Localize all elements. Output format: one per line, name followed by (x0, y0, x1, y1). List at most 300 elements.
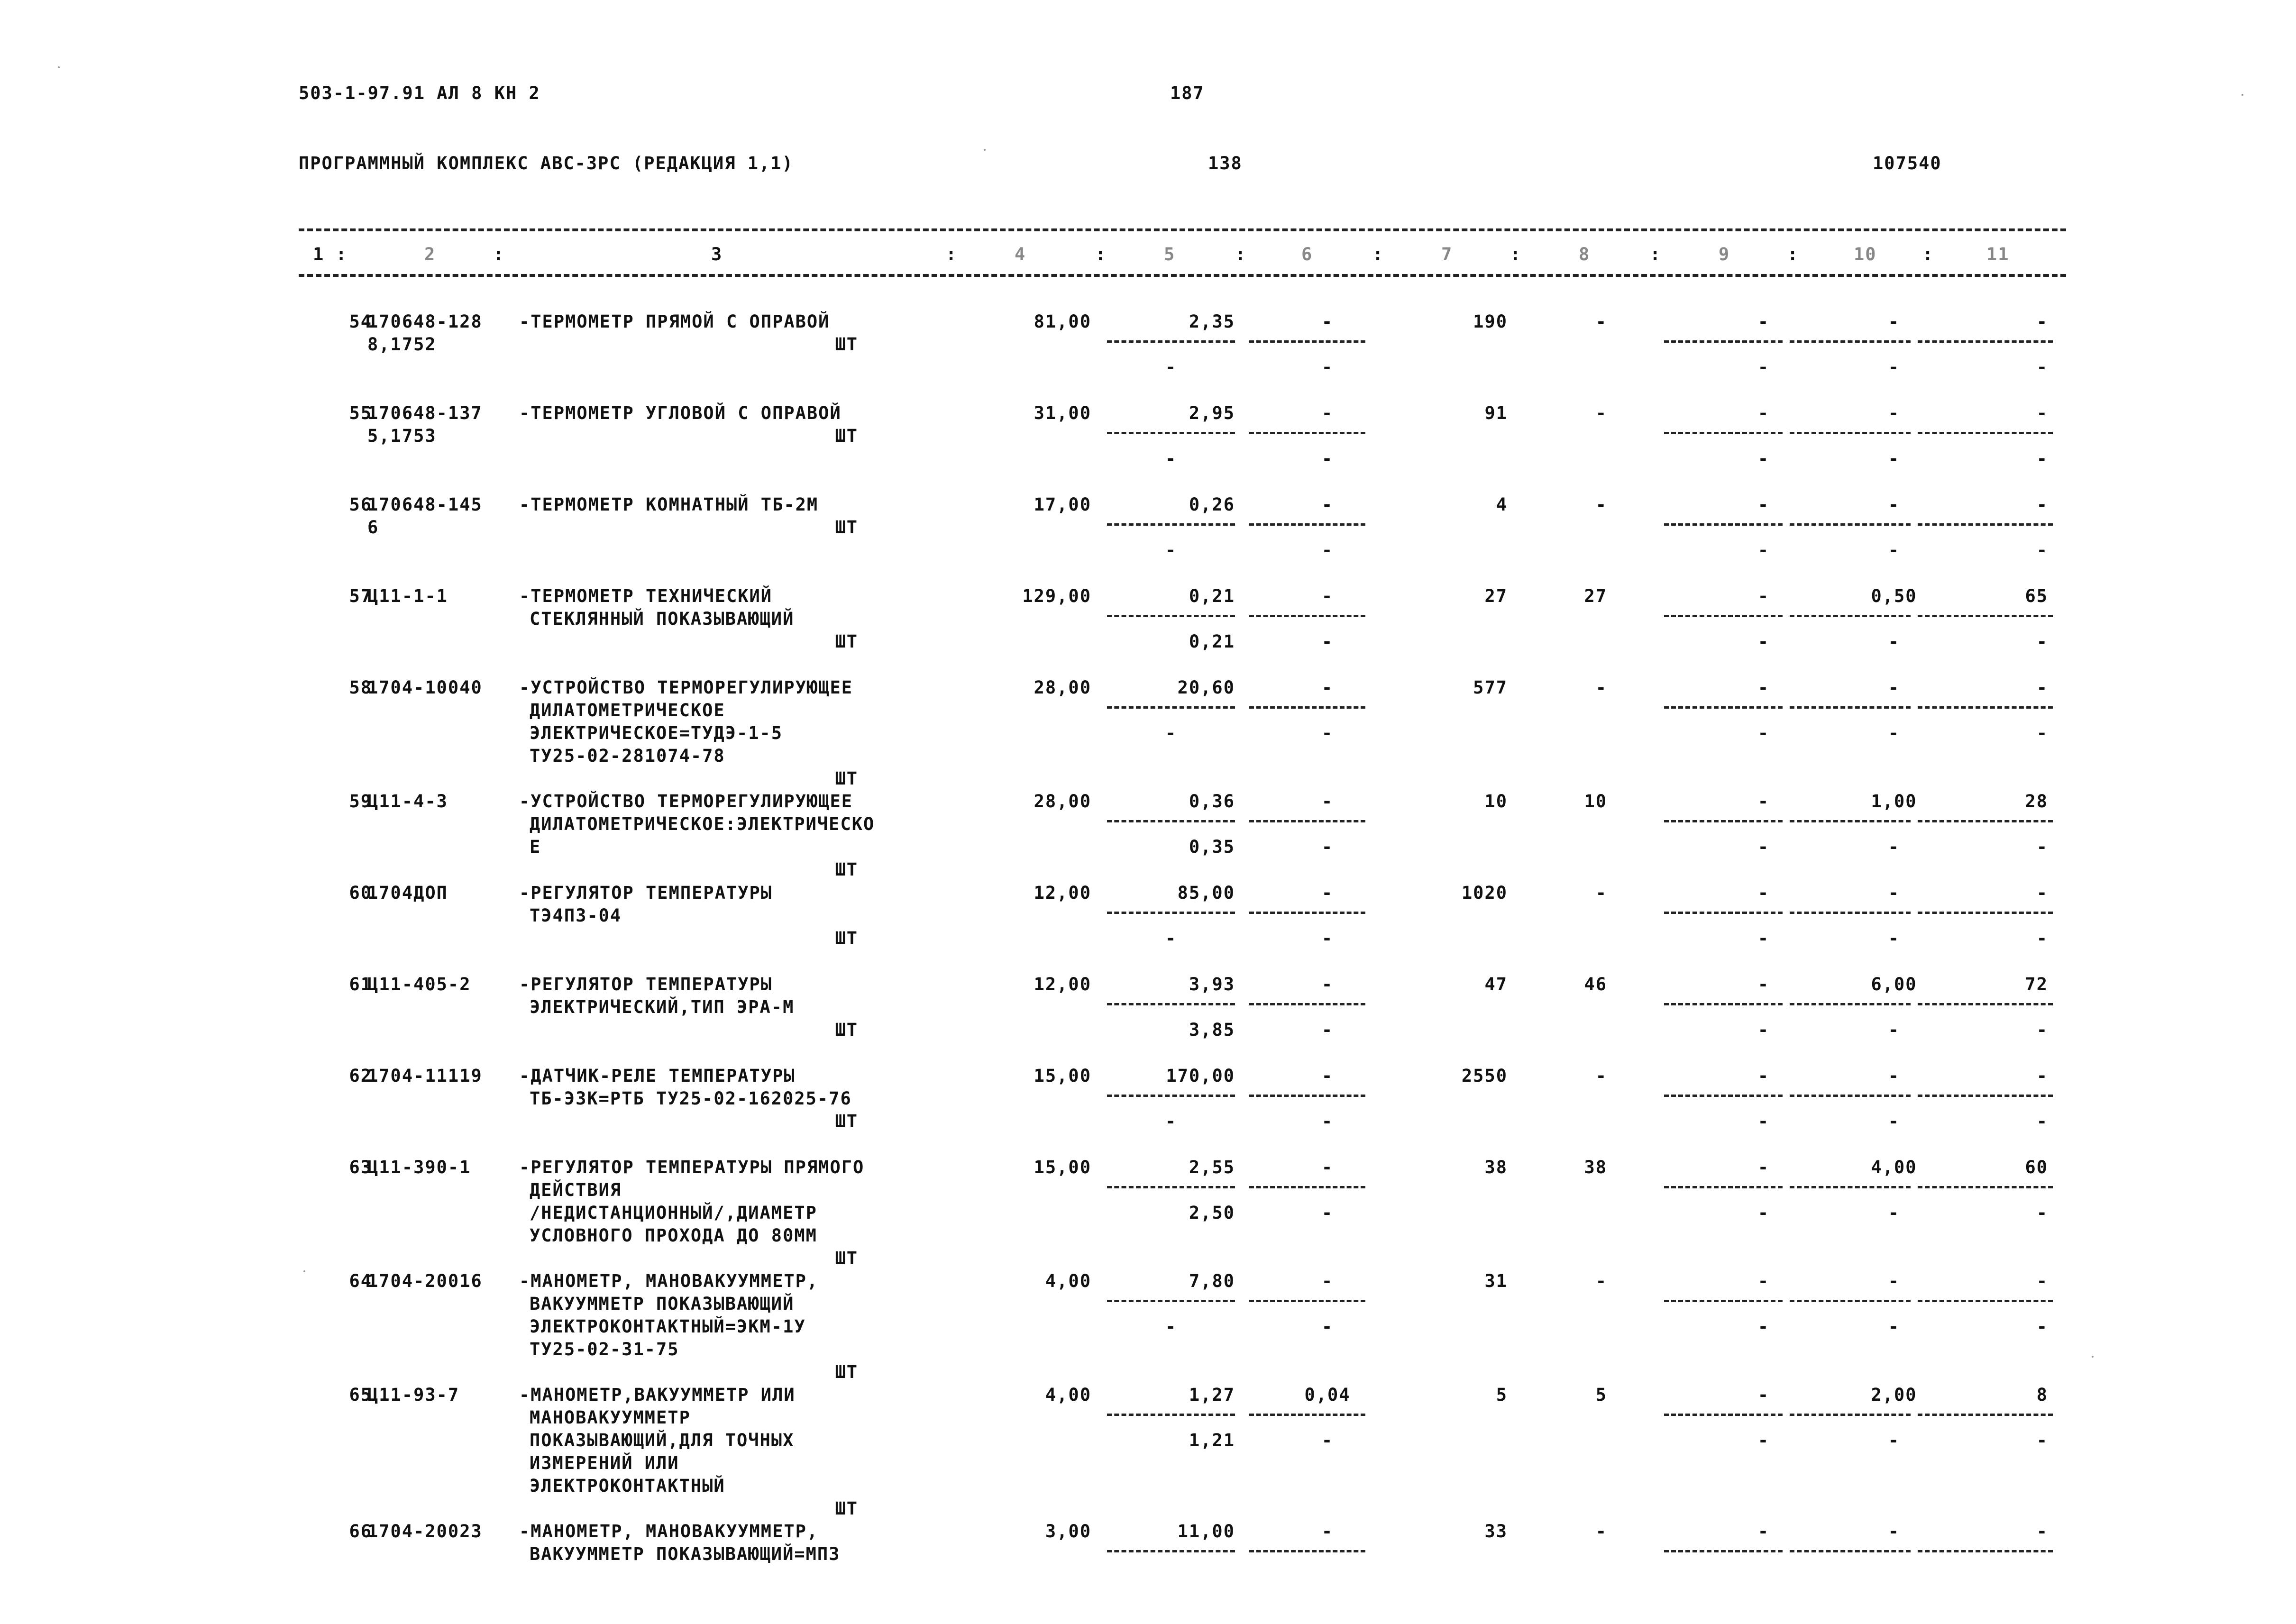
total-cost: 38 (1484, 1157, 1508, 1177)
description-line: ТУ25-02-281074-78 (530, 746, 725, 766)
col-11-secondary: - (2036, 1430, 2048, 1451)
description-line: МАНОВАКУУММЕТР (530, 1407, 691, 1428)
col-11-secondary: - (2036, 357, 2048, 377)
cell-separator (1790, 523, 1911, 526)
cell-separator (1249, 912, 1365, 914)
col-5-sep: : (1235, 244, 1247, 265)
col-9-value: - (1757, 1066, 1770, 1086)
col-11-value: 65 (2025, 586, 2048, 606)
col-9-value: - (1757, 586, 1770, 606)
col-11-secondary: - (2036, 928, 2048, 949)
cell-separator (1664, 1095, 1783, 1097)
col-9-secondary: - (1757, 448, 1770, 469)
unit-price: 2,35 (1189, 311, 1235, 332)
cell-separator (1664, 706, 1783, 709)
col-10-value: 6,00 (1871, 974, 1917, 994)
cell-separator (1249, 1186, 1365, 1188)
row-number: 60 (349, 883, 372, 903)
row-number: 54 (349, 311, 372, 332)
cell-separator (1249, 432, 1365, 434)
col-11-label: 11 (1986, 244, 2010, 265)
unit-label: ШТ (835, 1248, 858, 1268)
description-line: -МАНОМЕТР, МАНОВАКУУММЕТР, (519, 1271, 819, 1291)
description-line: СТЕКЛЯННЫЙ ПОКАЗЫВАЮЩИЙ (530, 609, 795, 629)
col-9-secondary: - (1757, 631, 1770, 652)
cell-separator (1107, 615, 1235, 617)
col-8-value: - (1595, 1066, 1607, 1086)
col-11-value: 28 (2025, 791, 2048, 812)
description-line: ЭЛЕКТРОКОНТАКТНЫЙ=ЭКМ-1У (530, 1316, 806, 1337)
resource-code: 1704-10040 (367, 677, 483, 698)
row-number: 58 (349, 677, 372, 698)
col-8-value: - (1595, 883, 1607, 903)
col-6-value: - (1321, 403, 1334, 423)
description-line: -ДАТЧИК-РЕЛЕ ТЕМПЕРАТУРЫ (519, 1066, 796, 1086)
sheet-number: 187 (1170, 83, 1205, 103)
scan-speck (2241, 94, 2243, 96)
col-6-secondary: - (1321, 448, 1334, 469)
header-rule-top (299, 228, 2066, 231)
cell-separator (1790, 1186, 1911, 1188)
col-6-secondary: - (1321, 631, 1334, 652)
col-6-value: - (1321, 1066, 1334, 1086)
col-6-secondary: - (1321, 1316, 1334, 1337)
description-line: ДИЛАТОМЕТРИЧЕСКОЕ (530, 700, 725, 721)
cell-separator (1918, 912, 2053, 914)
total-cost: 33 (1484, 1521, 1508, 1542)
unit-price-secondary: - (1165, 928, 1177, 949)
cell-separator (1249, 1300, 1365, 1302)
col-6-value: 0,04 (1304, 1385, 1351, 1405)
col-9-sep: : (1787, 244, 1799, 265)
col-9-secondary: - (1757, 1316, 1770, 1337)
description-line: -РЕГУЛЯТОР ТЕМПЕРАТУРЫ (519, 974, 773, 994)
unit-price-secondary: 0,35 (1189, 837, 1235, 857)
row-number: 59 (349, 791, 372, 812)
cell-separator (1249, 1003, 1365, 1005)
cell-separator (1249, 340, 1365, 343)
cell-separator (1790, 1003, 1911, 1005)
col-8-label: 8 (1579, 244, 1591, 265)
col-6-secondary: - (1321, 1020, 1334, 1040)
col-6-value: - (1321, 1157, 1334, 1177)
col-10-secondary: - (1888, 1111, 1900, 1131)
cell-separator (1918, 1186, 2053, 1188)
row-number: 64 (349, 1271, 372, 1291)
quantity-value: 12,00 (1034, 974, 1091, 994)
unit-price: 85,00 (1177, 883, 1235, 903)
col-10-secondary: - (1888, 540, 1900, 560)
description-line: ЭЛЕКТРИЧЕСКИЙ,ТИП ЭРА-М (530, 997, 795, 1017)
unit-price: 0,21 (1189, 586, 1235, 606)
resource-code-suffix: 5,1753 (367, 426, 437, 446)
cell-separator (1107, 1414, 1235, 1416)
quantity-value: 12,00 (1034, 883, 1091, 903)
col-1-label: 1 : (313, 244, 348, 265)
cell-separator (1664, 1550, 1783, 1552)
unit-price: 2,55 (1189, 1157, 1235, 1177)
col-11-value: 60 (2025, 1157, 2048, 1177)
scan-speck (2092, 1356, 2094, 1358)
cell-separator (1664, 1300, 1783, 1302)
col-9-value: - (1757, 494, 1770, 515)
col-10-value: 0,50 (1871, 586, 1917, 606)
col-8-sep: : (1650, 244, 1662, 265)
col-9-secondary: - (1757, 1020, 1770, 1040)
cell-separator (1918, 1300, 2053, 1302)
description-line: УСЛОВНОГО ПРОХОДА ДО 80ММ (530, 1225, 817, 1246)
col-6-value: - (1321, 791, 1334, 812)
quantity-value: 4,00 (1045, 1271, 1091, 1291)
cell-separator (1249, 1550, 1365, 1552)
cell-separator (1249, 706, 1365, 709)
col-6-value: - (1321, 677, 1334, 698)
col-9-value: - (1757, 1157, 1770, 1177)
unit-price-secondary: - (1165, 540, 1177, 560)
col-9-secondary: - (1757, 540, 1770, 560)
cell-separator (1107, 432, 1235, 434)
unit-price-secondary: - (1165, 1111, 1177, 1131)
cell-separator (1918, 432, 2053, 434)
col-11-secondary: - (2036, 1020, 2048, 1040)
col-11-value: 72 (2025, 974, 2048, 994)
col-8-value: - (1595, 1271, 1607, 1291)
col-10-secondary: - (1888, 837, 1900, 857)
cell-separator (1918, 523, 2053, 526)
cell-separator (1107, 523, 1235, 526)
col-8-value: 38 (1584, 1157, 1607, 1177)
unit-label: ШТ (835, 517, 858, 538)
col-2-label: 2 (424, 244, 436, 265)
col-6-secondary: - (1321, 723, 1334, 743)
col-8-value: - (1595, 1521, 1607, 1542)
col-5-label: 5 (1164, 244, 1176, 265)
col-4-sep: : (1095, 244, 1107, 265)
col-10-sep: : (1922, 244, 1934, 265)
quantity-value: 15,00 (1034, 1157, 1091, 1177)
col-6-value: - (1321, 974, 1334, 994)
cell-separator (1918, 1414, 2053, 1416)
description-line: -РЕГУЛЯТОР ТЕМПЕРАТУРЫ (519, 883, 773, 903)
col-9-value: - (1757, 311, 1770, 332)
unit-label: ШТ (835, 1362, 858, 1382)
col-11-value: 8 (2036, 1385, 2048, 1405)
cell-separator (1107, 1300, 1235, 1302)
row-number: 55 (349, 403, 372, 423)
col-11-secondary: - (2036, 540, 2048, 560)
unit-label: ШТ (835, 1111, 858, 1131)
col-6-label: 6 (1301, 244, 1313, 265)
resource-code: 1704-11119 (367, 1066, 483, 1086)
cell-separator (1790, 706, 1911, 709)
unit-price-secondary: 1,21 (1189, 1430, 1235, 1451)
cell-separator (1664, 1003, 1783, 1005)
quantity-value: 15,00 (1034, 1066, 1091, 1086)
unit-price: 11,00 (1177, 1521, 1235, 1542)
header-rule-bottom (299, 274, 2066, 277)
unit-price-secondary: 3,85 (1189, 1020, 1235, 1040)
description-line: -УСТРОЙСТВО ТЕРМОРЕГУЛИРУЮЩЕЕ (519, 677, 853, 698)
col-9-secondary: - (1757, 928, 1770, 949)
col-6-secondary: - (1321, 357, 1334, 377)
cell-separator (1664, 523, 1783, 526)
cell-separator (1664, 820, 1783, 822)
col-10-value: - (1888, 494, 1900, 515)
quantity-value: 17,00 (1034, 494, 1091, 515)
total-cost: 31 (1484, 1271, 1508, 1291)
total-cost: 47 (1484, 974, 1508, 994)
unit-label: ШТ (835, 631, 858, 652)
cell-separator (1918, 706, 2053, 709)
description-line: ТУ25-02-31-75 (530, 1339, 679, 1359)
row-number: 65 (349, 1385, 372, 1405)
document-code: 503-1-97.91 АЛ 8 КН 2 (299, 83, 540, 103)
resource-code: Ц11-390-1 (367, 1157, 471, 1177)
total-cost: 10 (1484, 791, 1508, 812)
total-cost: 2550 (1461, 1066, 1508, 1086)
cell-separator (1107, 1186, 1235, 1188)
cell-separator (1107, 1095, 1235, 1097)
quantity-value: 28,00 (1034, 677, 1091, 698)
col-10-value: - (1888, 1066, 1900, 1086)
cell-separator (1249, 1414, 1365, 1416)
col-10-value: - (1888, 403, 1900, 423)
cell-separator (1790, 340, 1911, 343)
quantity-value: 4,00 (1045, 1385, 1091, 1405)
total-cost: 1020 (1461, 883, 1508, 903)
resource-code: Ц11-4-3 (367, 791, 448, 812)
row-number: 57 (349, 586, 372, 606)
total-cost: 27 (1484, 586, 1508, 606)
description-line: ВАКУУММЕТР ПОКАЗЫВАЮЩИЙ (530, 1294, 795, 1314)
cell-separator (1790, 820, 1911, 822)
col-9-value: - (1757, 677, 1770, 698)
quantity-value: 28,00 (1034, 791, 1091, 812)
unit-price-secondary: - (1165, 357, 1177, 377)
col-10-value: - (1888, 883, 1900, 903)
col-6-value: - (1321, 1271, 1334, 1291)
cell-separator (1664, 340, 1783, 343)
row-number: 63 (349, 1157, 372, 1177)
col-11-value: - (2036, 403, 2048, 423)
col-11-value: - (2036, 494, 2048, 515)
col-8-value: - (1595, 403, 1607, 423)
col-10-secondary: - (1888, 1020, 1900, 1040)
col-11-value: - (2036, 677, 2048, 698)
document-id: 107540 (1873, 153, 1942, 173)
resource-code: 170648-128 (367, 311, 483, 332)
cell-separator (1918, 340, 2053, 343)
col-10-value: - (1888, 1271, 1900, 1291)
col-7-sep: : (1510, 244, 1522, 265)
description-line: -ТЕРМОМЕТР УГЛОВОЙ С ОПРАВОЙ (519, 403, 842, 423)
unit-price: 1,27 (1189, 1385, 1235, 1405)
resource-code: 170648-145 (367, 494, 483, 515)
col-9-secondary: - (1757, 357, 1770, 377)
col-10-secondary: - (1888, 631, 1900, 652)
unit-price-secondary: - (1165, 448, 1177, 469)
col-8-value: - (1595, 494, 1607, 515)
cell-separator (1107, 912, 1235, 914)
cell-separator (1664, 615, 1783, 617)
col-2-sep: : (493, 244, 505, 265)
description-line: -ТЕРМОМЕТР ТЕХНИЧЕСКИЙ (519, 586, 773, 606)
description-line: ТЭ4П3-04 (530, 905, 622, 926)
cell-separator (1664, 912, 1783, 914)
unit-label: ШТ (835, 334, 858, 355)
col-11-secondary: - (2036, 837, 2048, 857)
cell-separator (1249, 615, 1365, 617)
resource-code: Ц11-93-7 (367, 1385, 460, 1405)
cell-separator (1107, 1550, 1235, 1552)
col-9-value: - (1757, 791, 1770, 812)
unit-label: ШТ (835, 928, 858, 949)
page-number: 138 (1208, 153, 1243, 173)
col-8-value: - (1595, 311, 1607, 332)
description-line: -МАНОМЕТР,ВАКУУММЕТР ИЛИ (519, 1385, 796, 1405)
unit-price-secondary: - (1165, 723, 1177, 743)
cell-separator (1249, 820, 1365, 822)
cell-separator (1107, 340, 1235, 343)
description-line: -ТЕРМОМЕТР ПРЯМОЙ С ОПРАВОЙ (519, 311, 830, 332)
description-line: -ТЕРМОМЕТР КОМНАТНЫЙ ТБ-2М (519, 494, 819, 515)
description-line: ЭЛЕКТРИЧЕСКОЕ=ТУДЭ-1-5 (530, 723, 783, 743)
resource-code: 170648-137 (367, 403, 483, 423)
resource-code-suffix: 8,1752 (367, 334, 437, 355)
program-title: ПРОГРАММНЫЙ КОМПЛЕКС АВС-3РС (РЕДАКЦИЯ 1,1) (299, 153, 794, 173)
description-line: -МАНОМЕТР, МАНОВАКУУММЕТР, (519, 1521, 819, 1542)
row-number: 61 (349, 974, 372, 994)
row-number: 62 (349, 1066, 372, 1086)
cell-separator (1107, 820, 1235, 822)
unit-label: ШТ (835, 768, 858, 789)
description-line: ВАКУУММЕТР ПОКАЗЫВАЮЩИЙ=МП3 (530, 1544, 841, 1564)
col-4-label: 4 (1015, 244, 1026, 265)
col-10-value: - (1888, 677, 1900, 698)
col-11-value: - (2036, 1066, 2048, 1086)
description-line: ТБ-ЭЗК=РТБ ТУ25-02-162025-76 (530, 1088, 852, 1109)
col-9-secondary: - (1757, 1203, 1770, 1223)
cell-separator (1790, 615, 1911, 617)
cell-separator (1249, 1095, 1365, 1097)
col-10-label: 10 (1854, 244, 1877, 265)
unit-label: ШТ (835, 1498, 858, 1519)
col-8-value: 27 (1584, 586, 1607, 606)
col-10-secondary: - (1888, 357, 1900, 377)
col-10-value: - (1888, 1521, 1900, 1542)
resource-code: 1704-20016 (367, 1271, 483, 1291)
total-cost: 5 (1496, 1385, 1508, 1405)
description-line: ИЗМЕРЕНИЙ ИЛИ (530, 1453, 679, 1473)
resource-code: Ц11-405-2 (367, 974, 471, 994)
description-line: -УСТРОЙСТВО ТЕРМОРЕГУЛИРУЮЩЕЕ (519, 791, 853, 812)
col-9-value: - (1757, 1521, 1770, 1542)
col-8-value: 46 (1584, 974, 1607, 994)
col-8-value: 10 (1584, 791, 1607, 812)
cell-separator (1790, 1550, 1911, 1552)
col-11-secondary: - (2036, 631, 2048, 652)
col-9-value: - (1757, 1271, 1770, 1291)
col-6-secondary: - (1321, 1203, 1334, 1223)
col-9-label: 9 (1719, 244, 1730, 265)
cell-separator (1918, 820, 2053, 822)
col-11-secondary: - (2036, 723, 2048, 743)
col-10-value: 4,00 (1871, 1157, 1917, 1177)
col-6-secondary: - (1321, 540, 1334, 560)
total-cost: 4 (1496, 494, 1508, 515)
quantity-value: 31,00 (1034, 403, 1091, 423)
cell-separator (1918, 615, 2053, 617)
total-cost: 577 (1473, 677, 1508, 698)
row-number: 66 (349, 1521, 372, 1542)
total-cost: 91 (1484, 403, 1508, 423)
col-11-value: - (2036, 1521, 2048, 1542)
col-6-value: - (1321, 311, 1334, 332)
unit-price: 7,80 (1189, 1271, 1235, 1291)
quantity-value: 81,00 (1034, 311, 1091, 332)
col-7-label: 7 (1441, 244, 1453, 265)
col-8-value: 5 (1595, 1385, 1607, 1405)
col-11-secondary: - (2036, 1316, 2048, 1337)
unit-price: 20,60 (1177, 677, 1235, 698)
col-3-label: 3 (711, 244, 723, 265)
cell-separator (1107, 706, 1235, 709)
col-9-secondary: - (1757, 1430, 1770, 1451)
cell-separator (1790, 432, 1911, 434)
scan-speck (984, 149, 986, 151)
col-10-secondary: - (1888, 1316, 1900, 1337)
unit-label: ШТ (835, 859, 858, 880)
col-11-value: - (2036, 883, 2048, 903)
cell-separator (1790, 912, 1911, 914)
col-8-value: - (1595, 677, 1607, 698)
cell-separator (1664, 1414, 1783, 1416)
unit-price-secondary: 2,50 (1189, 1203, 1235, 1223)
col-6-value: - (1321, 1521, 1334, 1542)
cell-separator (1918, 1095, 2053, 1097)
col-11-secondary: - (2036, 1111, 2048, 1131)
col-9-value: - (1757, 1385, 1770, 1405)
col-9-secondary: - (1757, 837, 1770, 857)
row-number: 56 (349, 494, 372, 515)
unit-price-secondary: 0,21 (1189, 631, 1235, 652)
description-line: Е (530, 837, 541, 857)
resource-code: 1704-20023 (367, 1521, 483, 1542)
unit-label: ШТ (835, 1020, 858, 1040)
col-11-secondary: - (2036, 448, 2048, 469)
description-line: ДЕЙСТВИЯ (530, 1180, 622, 1200)
quantity-value: 129,00 (1022, 586, 1091, 606)
unit-price: 170,00 (1166, 1066, 1235, 1086)
col-9-secondary: - (1757, 1111, 1770, 1131)
unit-label: ШТ (835, 426, 858, 446)
col-9-value: - (1757, 974, 1770, 994)
col-10-value: 2,00 (1871, 1385, 1917, 1405)
unit-price: 0,26 (1189, 494, 1235, 515)
col-10-secondary: - (1888, 448, 1900, 469)
unit-price: 3,93 (1189, 974, 1235, 994)
col-6-secondary: - (1321, 1111, 1334, 1131)
unit-price: 2,95 (1189, 403, 1235, 423)
col-9-value: - (1757, 403, 1770, 423)
description-line: /НЕДИСТАНЦИОННЫЙ/,ДИАМЕТР (530, 1203, 817, 1223)
resource-code: 1704ДОП (367, 883, 448, 903)
description-line: -РЕГУЛЯТОР ТЕМПЕРАТУРЫ ПРЯМОГО (519, 1157, 865, 1177)
cell-separator (1664, 1186, 1783, 1188)
quantity-value: 3,00 (1045, 1521, 1091, 1542)
col-9-secondary: - (1757, 723, 1770, 743)
unit-price-secondary: - (1165, 1316, 1177, 1337)
